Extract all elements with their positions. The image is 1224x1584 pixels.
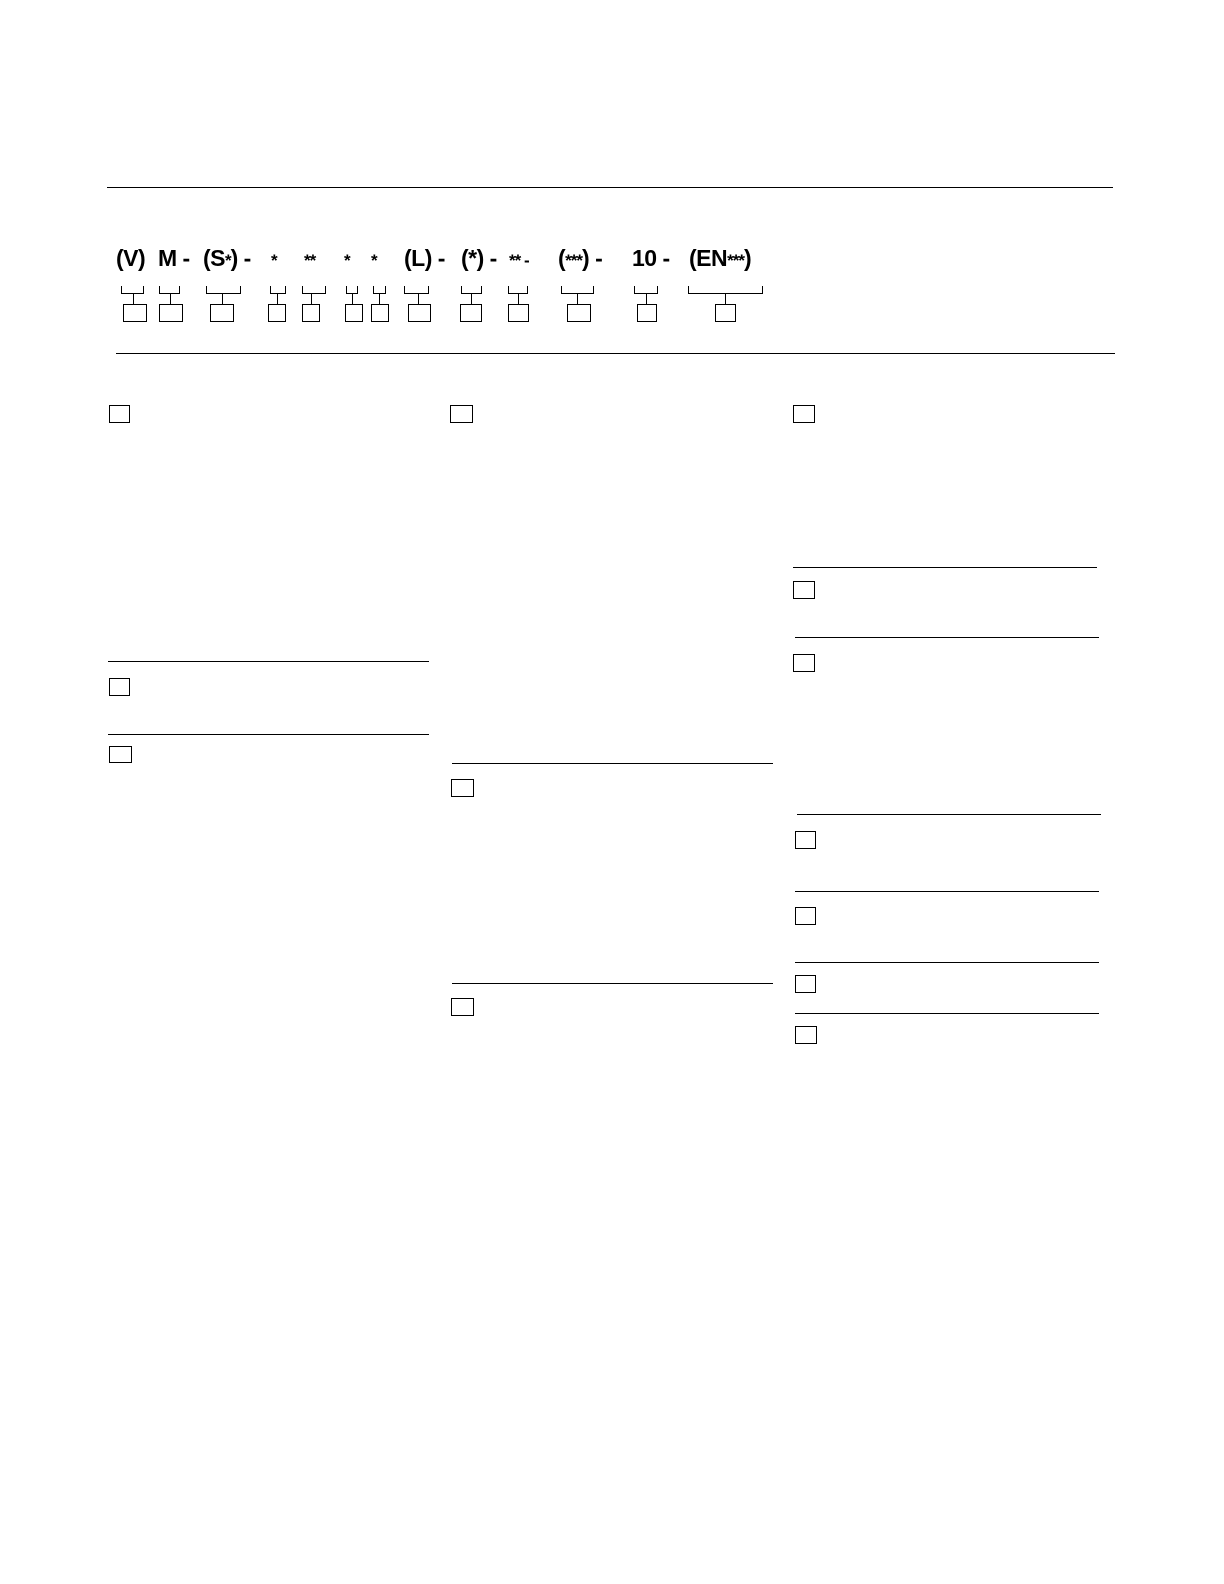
stem-9 [471,294,472,304]
code-token-star-5-text: ** - [509,251,529,270]
code-token-triple-stars: *** [565,251,583,270]
code-ref-box-1[interactable] [123,304,147,322]
top-rule [107,187,1113,188]
code-token-triple-open: ( [558,245,566,271]
right-column-rule-5 [795,962,1099,963]
code-token-triple-close: ) - [582,245,603,271]
code-token-triple-star [558,244,602,275]
section-box-middle-2[interactable] [451,779,474,797]
left-column-rule-1 [108,661,429,662]
left-column-rule-2 [108,734,429,735]
bracket-4 [270,286,286,294]
bracket-2 [159,286,180,294]
code-ref-box-9[interactable] [460,304,482,322]
code-ref-box-2[interactable] [159,304,183,322]
code-token-en-close: ) [743,245,752,271]
code-token-s-close: ) - [230,245,251,271]
stem-10 [518,294,519,304]
stem-11 [577,294,578,304]
bracket-11 [561,286,594,294]
code-ref-box-13[interactable] [715,304,736,322]
section-box-left-1[interactable] [109,405,130,423]
code-ref-box-8[interactable] [408,304,431,322]
stem-5 [311,294,312,304]
code-ref-box-4[interactable] [268,304,286,322]
section-box-left-2[interactable] [109,678,130,696]
code-token-star-1: * [271,251,277,270]
right-column-rule-6 [795,1013,1099,1014]
section-box-right-3[interactable] [793,654,815,672]
bracket-7 [373,286,386,294]
middle-column-rule-2 [452,983,773,984]
stem-7 [379,294,380,304]
section-box-right-7[interactable] [795,1026,817,1044]
stem-13 [725,294,726,304]
stem-6 [352,294,353,304]
code-token-m: M - [158,245,190,271]
stem-12 [646,294,647,304]
right-column-rule-3 [797,814,1101,815]
stem-4 [277,294,278,304]
code-ref-box-5[interactable] [302,304,320,322]
bracket-1 [121,286,144,294]
stem-1 [133,294,134,304]
code-token-star-5 [509,244,529,275]
code-ref-box-10[interactable] [508,304,529,322]
code-ref-box-12[interactable] [637,304,657,322]
stem-3 [222,294,223,304]
right-column-rule-1 [793,567,1097,568]
code-token-s-open: (S [203,245,225,271]
stem-2 [170,294,171,304]
code-token-en-open: (EN [689,245,728,271]
code-token-star-4: * [371,251,377,270]
code-token-en-stars: *** [727,251,744,270]
code-token-v: (V) [116,245,146,271]
section-box-left-3[interactable] [109,746,132,763]
bracket-8 [404,286,429,294]
section-box-right-2[interactable] [793,581,815,599]
code-token-s-star: * [225,251,231,270]
bracket-12 [634,286,658,294]
section-box-right-1[interactable] [793,405,815,423]
section-box-right-4[interactable] [795,831,816,849]
code-token-star-3: * [344,251,350,270]
middle-column-rule-1 [452,763,773,764]
bracket-3 [206,286,241,294]
stem-8 [418,294,419,304]
bracket-6 [346,286,358,294]
code-bottom-rule [116,353,1115,354]
section-box-middle-3[interactable] [451,998,474,1016]
right-column-rule-2 [795,637,1099,638]
code-token-en [689,244,751,275]
code-token-paren-star: (*) - [461,245,497,271]
code-ref-box-7[interactable] [371,304,389,322]
section-box-right-6[interactable] [795,975,816,993]
section-box-right-5[interactable] [795,907,816,925]
bracket-10 [508,286,528,294]
code-token-ten: 10 - [632,245,670,271]
bracket-5 [302,286,326,294]
bracket-13 [688,286,763,294]
right-column-rule-4 [795,891,1099,892]
code-ref-box-11[interactable] [567,304,591,322]
code-token-s [203,244,251,275]
code-ref-box-6[interactable] [345,304,363,322]
code-ref-box-3[interactable] [210,304,234,322]
section-box-middle-1[interactable] [450,405,473,423]
code-token-star-2: ** [304,251,316,270]
code-token-l: (L) - [404,245,445,271]
bracket-9 [461,286,482,294]
